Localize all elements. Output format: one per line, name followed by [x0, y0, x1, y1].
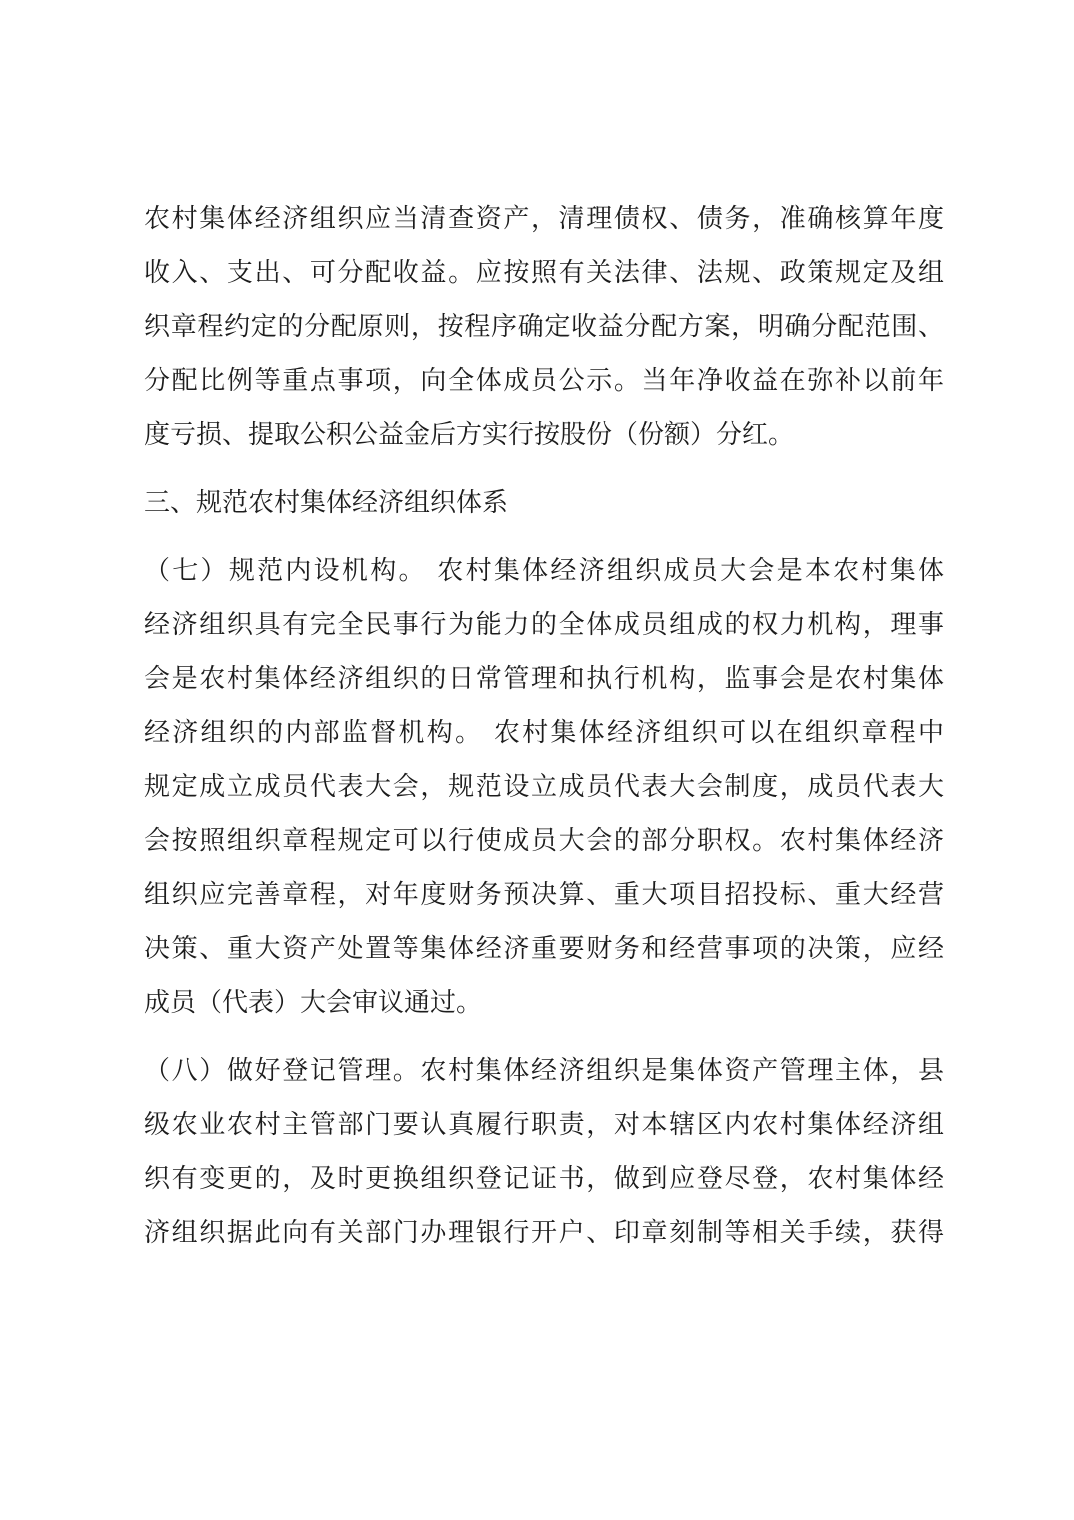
text-line: 经济组织具有完全民事行为能力的全体成员组成的权力机构，理事	[144, 610, 944, 640]
text-line: （七）规范内设机构。 农村集体经济组织成员大会是本农村集体	[144, 556, 944, 586]
text-line: 分配比例等重点事项，向全体成员公示。当年净收益在弥补以前年	[144, 366, 944, 396]
text-line: 织有变更的，及时更换组织登记证书，做到应登尽登，农村集体经	[144, 1164, 944, 1194]
text-line: 经济组织的内部监督机构。 农村集体经济组织可以在组织章程中	[144, 718, 944, 748]
text-line: 农村集体经济组织应当清查资产，清理债权、债务，准确核算年度	[144, 204, 944, 234]
text-line: 织章程约定的分配原则，按程序确定收益分配方案，明确分配范围、	[144, 312, 944, 342]
paragraph-internal-bodies	[144, 544, 944, 1030]
text-line: 成员（代表）大会审议通过。	[144, 988, 483, 1018]
document-body	[144, 192, 944, 1274]
text-line: 组织应完善章程，对年度财务预决算、重大项目招投标、重大经营	[144, 880, 944, 910]
text-line: 规定成立成员代表大会，规范设立成员代表大会制度，成员代表大	[144, 772, 944, 802]
text-line: 级农业农村主管部门要认真履行职责，对本辖区内农村集体经济组	[144, 1110, 944, 1140]
text-line: 会按照组织章程规定可以行使成员大会的部分职权。农村集体经济	[144, 826, 944, 856]
heading-text: 三、规范农村集体经济组织体系	[144, 488, 509, 518]
text-line: 济组织据此向有关部门办理银行开户、印章刻制等相关手续，获得	[144, 1218, 944, 1248]
text-line: （八）做好登记管理。农村集体经济组织是集体资产管理主体，县	[144, 1056, 944, 1086]
paragraph-registration	[144, 1044, 944, 1260]
text-line: 度亏损、提取公积公益金后方实行按股份（份额）分红。	[144, 420, 795, 450]
section-heading	[144, 476, 944, 530]
text-line: 会是农村集体经济组织的日常管理和执行机构，监事会是农村集体	[144, 664, 944, 694]
text-line: 决策、重大资产处置等集体经济重要财务和经营事项的决策，应经	[144, 934, 944, 964]
paragraph-income-distribution	[144, 192, 944, 462]
text-line: 收入、支出、可分配收益。应按照有关法律、法规、政策规定及组	[144, 258, 944, 288]
